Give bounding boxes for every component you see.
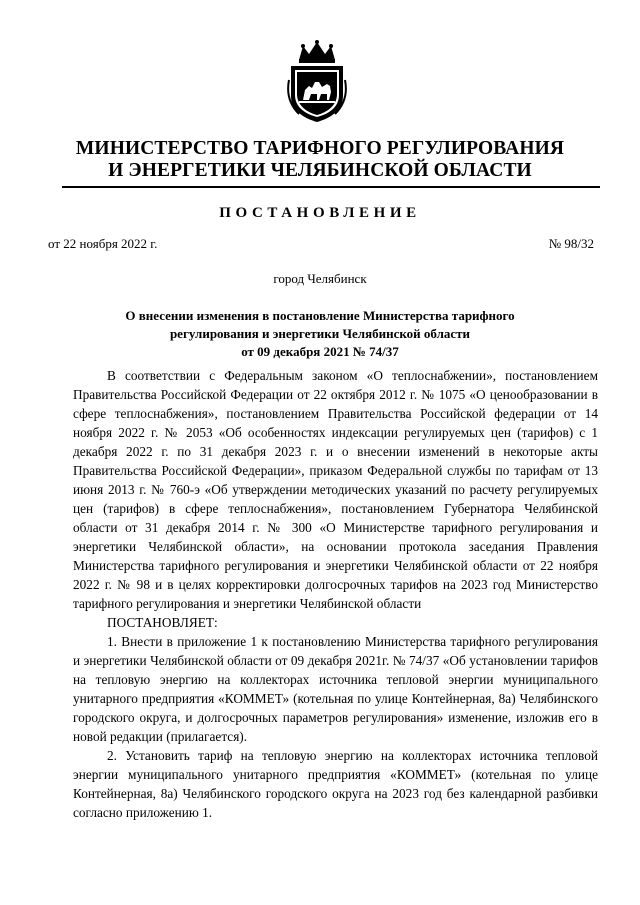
decree-subject [80, 307, 560, 361]
header-divider [62, 186, 600, 188]
ministry-name-line2: И ЭНЕРГЕТИКИ ЧЕЛЯБИНСКОЙ ОБЛАСТИ [108, 160, 532, 181]
item-2-paragraph: 2. Установить тариф на тепловую энергию на коллекторах источника тепловой энергии муниципального унитарного предприятия «КОММЕТ» (котельная по улице Контейнерная, 8а) Челябинского городского округа на 2023 год без календарной разбивки согласно приложению 1. [73, 748, 598, 820]
decree-date: от 22 ноября 2022 г. [48, 236, 158, 251]
item-1-paragraph: 1. Внести в приложение 1 к постановлению Министерства тарифного регулирования и энергетики Челябинской области от 09 декабря 2021г. № 74/37 «Об установлении тарифов на тепловую энергию на коллекторах источника тепловой энергии муниципального унитарного предприятия «КОММЕТ» (котельная по улице Контейнерная, 8а) Челябинского городского округа, и долгосрочных параметров регулирования» изменение, изложив его в новой редакции (прилагается). [73, 634, 598, 744]
subject-line3: от 09 декабря 2021 № 74/37 [241, 344, 399, 359]
decree-title: ПОСТАНОВЛЕНИЕ [219, 205, 421, 221]
subject-line2: регулирования и энергетики Челябинской области [169, 326, 471, 341]
preamble-paragraph: В соответствии с Федеральным законом «О теплоснабжении», постановлением Правительства Российской Федерации от 22 октября 2012 г. № 1075 «О ценообразовании в сфере теплоснабжения», постановлением Правительства Российской федерации от 14 ноября 2022 г. № 2053 «Об особенностях индексации регулируемых цен (тарифов) с 1 декабря 2022 г. по 31 декабря 2023 г. и о внесении изменений в некоторые акты Правительства Российской Федерации», приказом Федеральной службы по тарифам от 13 июня 2013 г. № 760-э «Об утверждении методических указаний по расчету регулируемых цен (тарифов) в сфере теплоснабжения», постановлением Губернатора Челябинской области от 31 декабря 2014 г. № 300 «О Министерстве тарифного регулирования и энергетики Челябинской области», на основании протокола заседания Правления Министерства тарифного регулирования и энергетики Челябинской области от 22 ноября 2022 г. № 98 и в целях корректировки долгосрочных тарифов на 2023 год Министерство тарифного регулирования и энергетики Челябинской области [73, 368, 598, 611]
ministry-name [40, 138, 600, 182]
ministry-name-line1: МИНИСТЕРСТВО ТАРИФНОГО РЕГУЛИРОВАНИЯ [75, 138, 565, 159]
decree-city: город Челябинск [273, 271, 367, 286]
resolve-heading: ПОСТАНОВЛЯЕТ: [107, 615, 218, 630]
coat-of-arms-icon [285, 40, 349, 124]
decree-number: № 98/32 [548, 236, 594, 251]
decree-body [73, 366, 598, 822]
subject-line1: О внесении изменения в постановление Министерства тарифного [125, 308, 515, 323]
